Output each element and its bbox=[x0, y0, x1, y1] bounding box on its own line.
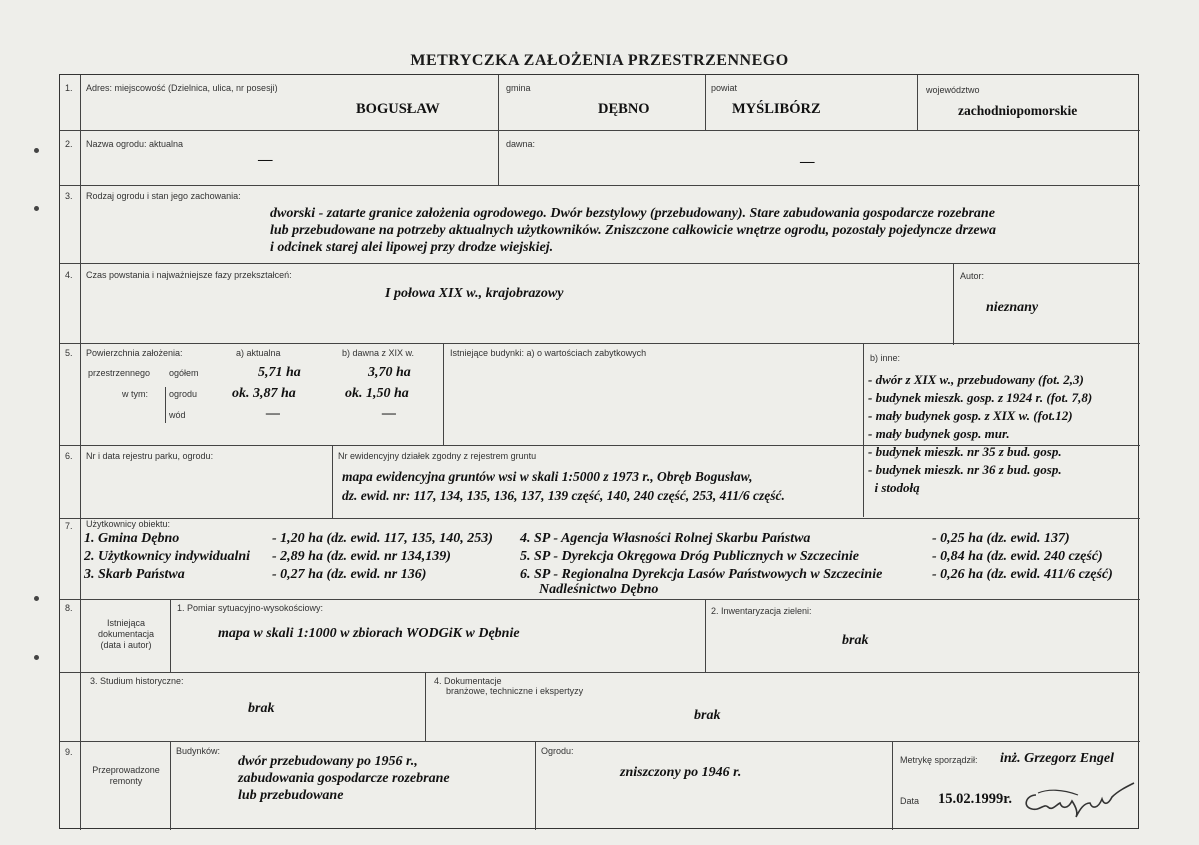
parcel-line: dz. ewid. nr: 117, 134, 135, 136, 137, 139 część, 140, 240 część, 253, 411/6 część. bbox=[342, 488, 785, 503]
row-number-5: 5. bbox=[65, 348, 73, 358]
renov-garden-value: zniszczony po 1946 r. bbox=[620, 765, 742, 780]
area-row-in: w tym: bbox=[122, 389, 148, 399]
user-area: - 0,27 ha (dz. ewid. nr 136) bbox=[272, 567, 427, 582]
building-item: - budynek mieszk. nr 35 z bud. gosp. bbox=[868, 444, 1062, 459]
branch-docs-label: branżowe, techniczne i ekspertyzy bbox=[446, 686, 584, 696]
area-current-header: a) aktualna bbox=[236, 348, 281, 358]
user-extra: Nadleśnictwo Dębno bbox=[539, 582, 659, 597]
user-area: - 1,20 ha (dz. ewid. 117, 135, 140, 253) bbox=[272, 531, 493, 546]
renovations-label: remonty bbox=[109, 776, 143, 786]
address-value: BOGUSŁAW bbox=[356, 101, 440, 117]
renov-buildings-label: Budynków: bbox=[176, 746, 221, 756]
row-number-9: 9. bbox=[65, 747, 73, 757]
signature bbox=[1018, 773, 1138, 825]
renov-buildings-line: zabudowania gospodarcze rozebrane bbox=[238, 771, 450, 786]
garden-name-current-label: Nazwa ogrodu: aktualna bbox=[86, 139, 184, 149]
history-study-value: brak bbox=[248, 701, 275, 716]
punch-hole bbox=[34, 148, 39, 153]
user-name: 3. Skarb Państwa bbox=[84, 567, 185, 582]
creation-time-label: Czas powstania i najważniejsze fazy przekształceń: bbox=[86, 270, 292, 280]
user-area: - 0,26 ha (dz. ewid. 411/6 część) bbox=[932, 567, 1113, 582]
park-register-label: Nr i data rejestru parku, ogrodu: bbox=[86, 451, 214, 461]
powiat-label: powiat bbox=[711, 83, 738, 93]
voivodeship-label: województwo bbox=[926, 85, 980, 95]
area-former-total: 3,70 ha bbox=[368, 365, 411, 380]
survey-label: 1. Pomiar sytuacyjno-wysokościowy: bbox=[177, 603, 324, 613]
punch-hole bbox=[34, 655, 39, 660]
area-current-total: 5,71 ha bbox=[258, 365, 301, 380]
garden-type-label: Rodzaj ogrodu i stan jego zachowania: bbox=[86, 191, 241, 201]
building-item: - dwór z XIX w., przebudowany (fot. 2,3) bbox=[868, 372, 1084, 387]
page-title: METRYCZKA ZAŁOŻENIA PRZESTRZENNEGO bbox=[410, 52, 789, 69]
history-study-label: 3. Studium historyczne: bbox=[90, 676, 184, 686]
garden-name-former-label: dawna: bbox=[506, 139, 536, 149]
survey-value: mapa w skali 1:1000 w zbiorach WODGiK w Dębnie bbox=[218, 626, 520, 641]
building-item: - budynek mieszk. nr 36 z bud. gosp. bbox=[868, 462, 1062, 477]
area-current-garden: ok. 3,87 ha bbox=[232, 386, 296, 401]
author-label: Autor: bbox=[960, 271, 985, 281]
building-item: i stodołą bbox=[868, 480, 920, 495]
building-item: - mały budynek gosp. mur. bbox=[868, 426, 1010, 441]
building-item: - budynek mieszk. gosp. z 1924 r. (fot. 7,8) bbox=[868, 390, 1093, 405]
branch-docs-label: 4. Dokumentacje bbox=[434, 676, 502, 686]
parcel-line: mapa ewidencyjna gruntów wsi w skali 1:5000 z 1973 r., Obręb Bogusław, bbox=[342, 469, 753, 484]
renov-buildings-line: lub przebudowane bbox=[238, 788, 344, 803]
area-row-spatial: przestrzennego bbox=[88, 368, 151, 378]
user-name: 5. SP - Dyrekcja Okręgowa Dróg Publicznych w Szczecinie bbox=[520, 549, 859, 564]
row-number-1: 1. bbox=[65, 83, 73, 93]
punch-hole bbox=[34, 596, 39, 601]
garden-type-line: i odcinek starej alei lipowej przy drodze wiejskiej. bbox=[270, 240, 554, 255]
area-label: Powierzchnia założenia: bbox=[86, 348, 183, 358]
area-former-water: — bbox=[382, 406, 396, 421]
existing-docs-label: Istniejąca bbox=[106, 618, 146, 628]
form-grid bbox=[59, 74, 1139, 829]
user-name: 1. Gmina Dębno bbox=[84, 531, 180, 546]
renov-garden-label: Ogrodu: bbox=[541, 746, 574, 756]
user-area: - 0,84 ha (dz. ewid. 240 część) bbox=[932, 549, 1103, 564]
punch-hole bbox=[34, 206, 39, 211]
row-number-3: 3. bbox=[65, 191, 73, 201]
area-row-water: wód bbox=[169, 410, 186, 420]
row-number-8: 8. bbox=[65, 603, 73, 613]
building-item: - mały budynek gosp. z XIX w. (fot.12) bbox=[868, 408, 1073, 423]
user-area: - 2,89 ha (dz. ewid. nr 134,139) bbox=[272, 549, 451, 564]
buildings-other-label: b) inne: bbox=[870, 353, 901, 363]
prepared-by-label: Metrykę sporządził: bbox=[900, 755, 978, 765]
user-name: 6. SP - Regionalna Dyrekcja Lasów Państwowych w Szczecinie bbox=[520, 567, 883, 582]
area-current-water: — bbox=[266, 406, 280, 421]
row-number-2: 2. bbox=[65, 139, 73, 149]
existing-docs-label: dokumentacja bbox=[97, 629, 155, 639]
garden-name-former-value: — bbox=[800, 154, 815, 170]
row-number-6: 6. bbox=[65, 451, 73, 461]
date-value: 15.02.1999r. bbox=[938, 791, 1012, 807]
prepared-by-value: inż. Grzegorz Engel bbox=[1000, 751, 1114, 766]
user-area: - 0,25 ha (dz. ewid. 137) bbox=[932, 531, 1070, 546]
greenery-label: 2. Inwentaryzacja zieleni: bbox=[711, 606, 812, 616]
garden-name-current-value: — bbox=[258, 152, 273, 168]
existing-docs-label: (data i autor) bbox=[100, 640, 152, 650]
branch-docs-value: brak bbox=[694, 708, 721, 723]
area-row-total: ogółem bbox=[169, 368, 199, 378]
garden-type-line: lub przebudowane na potrzeby aktualnych użytkowników. Zniszczone całkowicie wnętrze ogrodu, pozostały pojedyncze drzewa bbox=[270, 223, 996, 238]
renovations-label: Przeprowadzone bbox=[92, 765, 160, 775]
buildings-heritage-label: Istniejące budynki: a) o wartościach zabytkowych bbox=[450, 348, 647, 358]
gmina-value: DĘBNO bbox=[598, 101, 650, 117]
user-name: 4. SP - Agencja Własności Rolnej Skarbu Państwa bbox=[520, 531, 811, 546]
greenery-value: brak bbox=[842, 633, 869, 648]
powiat-value: MYŚLIBÓRZ bbox=[732, 101, 821, 117]
renov-buildings-line: dwór przebudowany po 1956 r., bbox=[238, 754, 418, 769]
user-name: 2. Użytkownicy indywidualni bbox=[84, 549, 251, 564]
gmina-label: gmina bbox=[506, 83, 531, 93]
parcel-numbers-label: Nr ewidencyjny działek zgodny z rejestrem gruntu bbox=[338, 451, 537, 461]
garden-type-line: dworski - zatarte granice założenia ogrodowego. Dwór bezstylowy (przebudowany). Stare zabudowania gospodarcze rozebrane bbox=[270, 206, 995, 221]
row-number-4: 4. bbox=[65, 270, 73, 280]
voivodeship-value: zachodniopomorskie bbox=[958, 103, 1078, 118]
users-label: Użytkownicy obiektu: bbox=[86, 519, 171, 529]
area-former-garden: ok. 1,50 ha bbox=[345, 386, 409, 401]
creation-time-value: I połowa XIX w., krajobrazowy bbox=[385, 286, 564, 301]
address-label: Adres: miejscowość (Dzielnica, ulica, nr posesji) bbox=[86, 83, 278, 93]
area-row-garden: ogrodu bbox=[169, 389, 198, 399]
date-label: Data bbox=[900, 796, 920, 806]
area-former-header: b) dawna z XIX w. bbox=[342, 348, 415, 358]
author-value: nieznany bbox=[986, 300, 1039, 315]
row-number-7: 7. bbox=[65, 521, 73, 531]
